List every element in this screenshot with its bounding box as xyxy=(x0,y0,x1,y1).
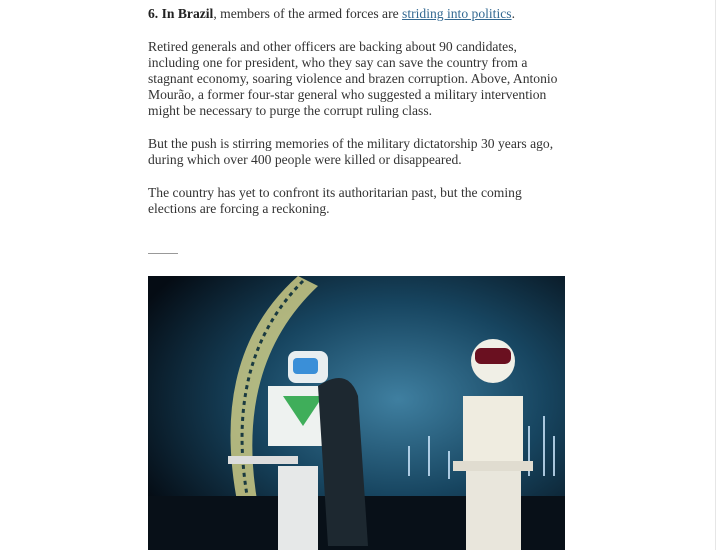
article-photo-robots xyxy=(148,276,565,550)
section-divider xyxy=(148,253,178,254)
article-body xyxy=(148,6,568,234)
lead-paragraph: 6. In Brazil, members of the armed forces are striding into politics. xyxy=(148,6,515,21)
item-heading: 6. In Brazil xyxy=(148,6,214,21)
paragraph: Retired generals and other officers are backing about 90 candidates, including one for president, who they say can save the country from a stagnant economy, soaring violence and brazen corruption. Above, Antonio Mourão, a former four-star general who suggested a military intervention might be necessary to purge the corrupt ruling class. xyxy=(148,39,558,118)
paragraph: The country has yet to confront its authoritarian past, but the coming elections are forcing a reckoning. xyxy=(148,185,522,216)
paragraph: But the push is stirring memories of the military dictatorship 30 years ago, during which over 400 people were killed or disappeared. xyxy=(148,136,554,167)
striding-into-politics-link[interactable]: striding into politics xyxy=(402,6,512,21)
page-edge xyxy=(715,0,716,550)
